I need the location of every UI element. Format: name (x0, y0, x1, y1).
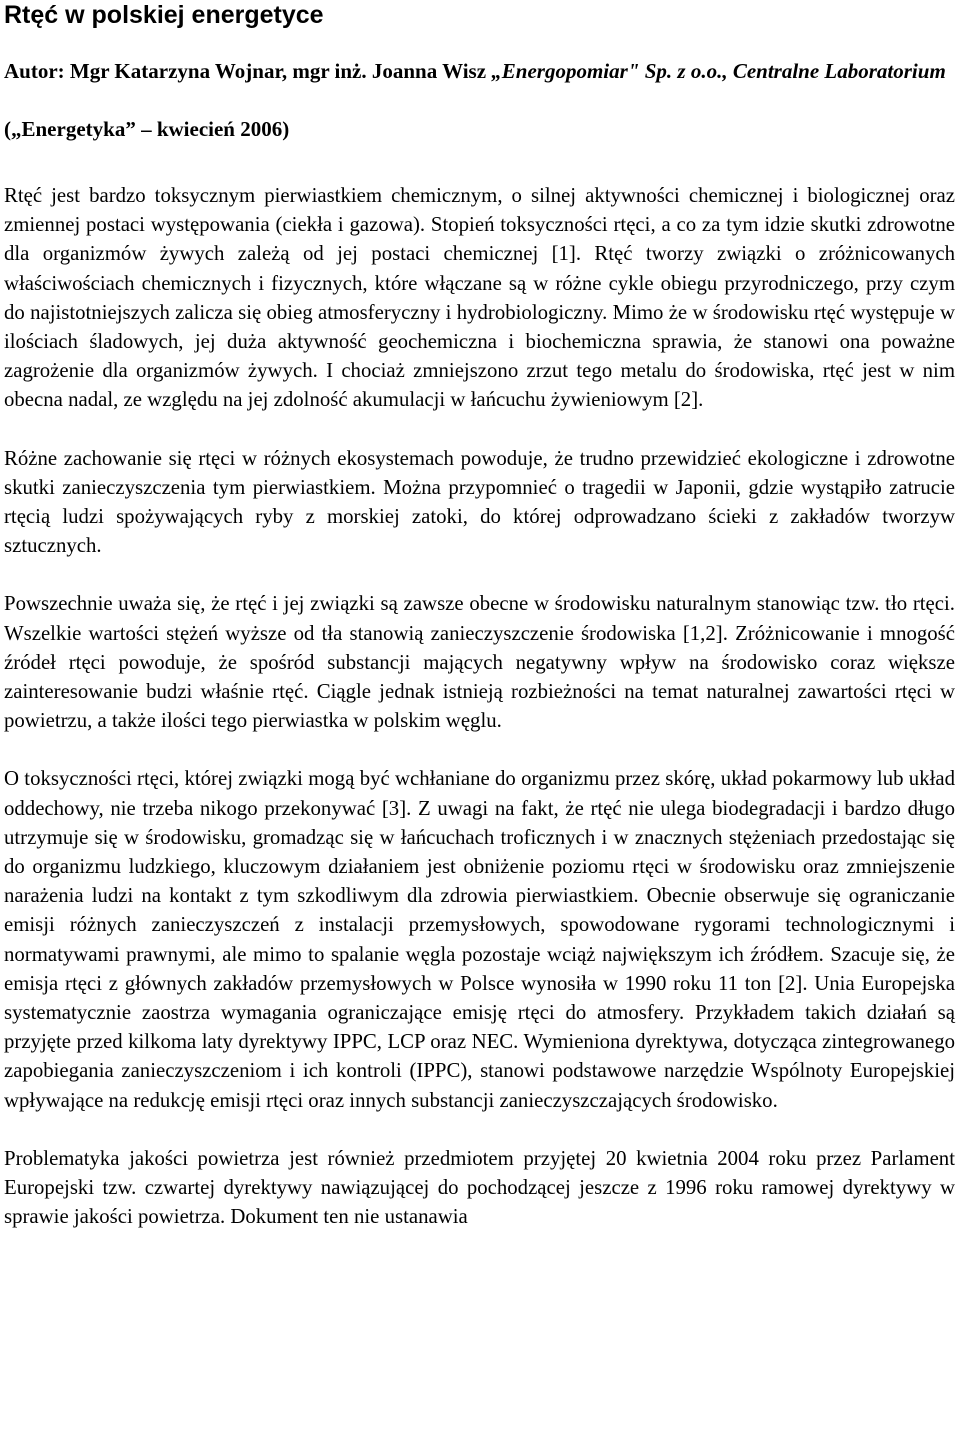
paragraph-3: Powszechnie uważa się, że rtęć i jej związki są zawsze obecne w środowisku naturalnym stanowiąc tzw. tło rtęci. Wszelkie wartości stężeń wyższe od tła stanowią zanieczyszczenie środowiska [1,2]. Zróżnicowanie i mnogość źródeł rtęci powoduje, że spośród substancji mających negatywny wpływ na środowisko coraz większe zainteresowanie budzi właśnie rtęć. Ciągle jednak istnieją rozbieżności na temat naturalnej zawartości rtęci w powietrzu, a także ilości tego pierwiastka w polskim węglu. (4, 592, 955, 733)
paragraph-5: Problematyka jakości powietrza jest również przedmiotem przyjętej 20 kwietnia 2004 roku przez Parlament Europejski tzw. czwartej dyrektywy nawiązującej do pochodzącej jeszcze z 1996 roku ramowej dyrektywy w sprawie jakości powietrza. Dokument ten nie ustanawia (4, 1146, 955, 1229)
document-title: Rtęć w polskiej energetyce (4, 1, 324, 29)
paragraph-4: O toksyczności rtęci, której związki mogą być wchłaniane do organizmu przez skórę, układ pokarmowy lub układ oddechowy, nie trzeba nikogo przekonywać [3]. Z uwagi na fakt, że rtęć nie ulega biodegradacji i bardzo długo utrzymuje się w środowisku, gromadząc się w łańcuchach troficznych i w znacznych stężeniach przedostając się do organizmu ludzkiego, kluczowym działaniem jest obniżenie poziomu rtęci w środowisku oraz zmniejszenie narażenia ludzi na kontakt z tym szkodliwym dla zdrowia pierwiastkiem. Obecnie obserwuje się ograniczanie emisji różnych zanieczyszczeń z instalacji przemysłowych, spowodowane rygorami technologicznymi i normatywami prawnymi, ale mimo to spalanie węgla pozostaje wciąż największym ich źródłem. Szacuje się, że emisja rtęci z głównych zakładów przemysłowych w Polsce wynosiła w 1990 roku 11 ton [2]. Unia Europejska systematycznie zaostrza wymagania ograniczające emisję rtęci do atmosfery. Przykładem takich działań są przyjęte przed kilkoma laty dyrektywy IPPC, LCP oraz NEC. Wymieniona dyrektywa, dotycząca zintegrowanego zapobiegania zanieczyszczeniom i ich kontroli (IPPC), stanowi podstawowe narzędzie Wspólnoty Europejskiej wpływające na redukcję emisji rtęci oraz innych substancji zanieczyszczających środowisko. (4, 767, 955, 1112)
author-organization: „Energopomiar" Sp. z o.o., Centralne Laboratorium (491, 59, 946, 83)
paragraph-2: Różne zachowanie się rtęci w różnych ekosystemach powoduje, że trudno przewidzieć ekologiczne i zdrowotne skutki zanieczyszczenia tym pierwiastkiem. Można przypomnieć o tragedii w Japonii, gdzie wystąpiło zatrucie rtęcią ludzi spożywających ryby z morskiej zatoki, do której odprowadzano ścieki z zakładów tworzyw sztucznych. (4, 446, 955, 558)
author-names: Autor: Mgr Katarzyna Wojnar, mgr inż. Joanna Wisz (4, 59, 492, 83)
author-line (4, 57, 955, 86)
paragraph-1: Rtęć jest bardzo toksycznym pierwiastkiem chemicznym, o silnej aktywności chemicznej i biologicznej oraz zmiennej postaci występowania (ciekła i gazowa). Stopień toksyczności rtęci, a co za tym idzie skutki zdrowotne dla organizmów żywych zależą od jej postaci chemicznej [1]. Rtęć tworzy związki o zróżnicowanych właściwościach chemicznych i fizycznych, które włączane są w różne cykle obiegu przyrodniczego, przy czym do najistotniejszych zalicza się obieg atmosferyczny i hydrobiologiczny. Mimo że w środowisku rtęć występuje w ilościach śladowych, jej duża aktywność geochemiczna i biochemiczna sprawia, że stanowi ona poważne zagrożenie dla organizmów żywych. I chociaż zmniejszono zrzut tego metalu do środowiska, rtęć jest w nim obecna nadal, ze względu na jej zdolność akumulacji w łańcuchu żywieniowym [2]. (4, 184, 955, 412)
source-line: („Energetyka” – kwiecień 2006) (4, 117, 290, 141)
